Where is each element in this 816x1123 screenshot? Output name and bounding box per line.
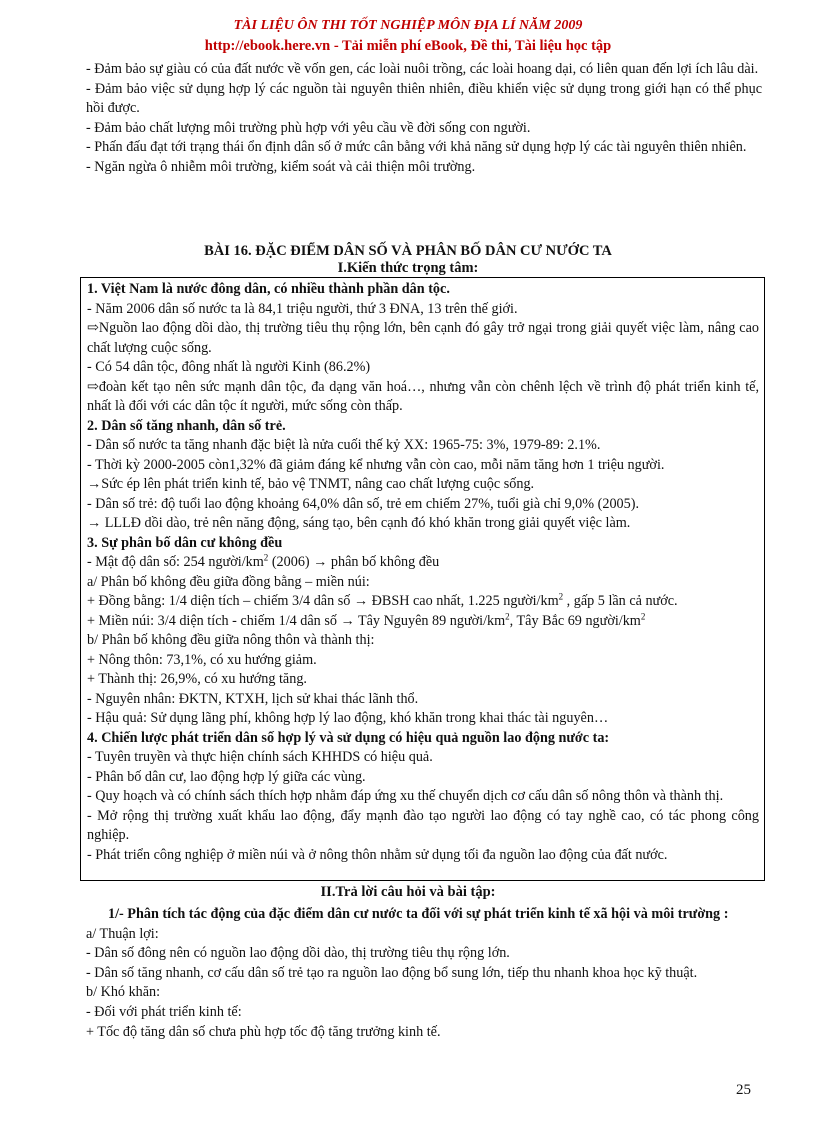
paragraph: - Dân số đông nên có nguồn lao động dồi dào, thị trường tiêu thụ rộng lớn. [86,945,510,962]
intro-list [86,60,762,178]
paragraph: a/ Phân bố không đều giữa đồng bằng – miền núi: [87,573,370,590]
intro-item: - Đảm bảo chất lượng môi trường phù hợp với yêu cầu về đời sống con người. [86,119,531,136]
knowledge-box [80,277,765,881]
paragraph-delta: + Đồng bằng: 1/4 diện tích – chiếm 3/4 dân số → ĐBSH cao nhất, 1.225 người/$km^2$ , gấp 5 lần cả nước. [87,591,678,609]
header-link[interactable]: http://ebook.here.vn [204,38,331,54]
paragraph: b/ Phân bố không đều giữa nông thôn và thành thị: [87,632,375,648]
intro-item: - Phấn đấu đạt tới trạng thái ổn định dân số ở mức cân bằng với khả năng sử dụng hợp lý các tài nguyên thiên nhiên. [86,139,747,156]
paragraph: - Dân số trẻ: độ tuổi lao động khoảng 64,0% dân số, trẻ em chiếm 27%, tuổi già chỉ 9,0% (2005). [87,495,640,512]
paragraph: - Tuyên truyền và thực hiện chính sách KHHDS có hiệu quả. [87,749,433,765]
paragraph: - Quy hoạch và có chính sách thích hợp nhằm đáp ứng xu thế chuyển dịch cơ cấu dân số nông thôn và thành thị. [87,788,724,804]
paragraph: - Phân bố dân cư, lao động hợp lý giữa các vùng. [87,768,366,785]
heading-3: 3. Sự phân bố dân cư không đều [87,534,283,551]
paragraph: - Năm 2006 dân số nước ta là 84,1 triệu người, thứ 3 ĐNA, 13 trên thế giới. [87,300,518,317]
paragraph: - Nguyên nhân: ĐKTN, KTXH, lịch sử khai thác lãnh thổ. [87,690,419,707]
heading-1: 1. Việt Nam là nước đông dân, có nhiều thành phần dân tộc. [87,281,450,297]
intro-item: - Đảm bảo sự giàu có của đất nước về vốn gen, các loài nuôi trồng, các loài hoang dại, có liên quan đến lợi ích lâu dài. [86,61,759,77]
paragraph: - Đối với phát triển kinh tế: [86,1003,242,1020]
section-title-knowledge: I.Kiến thức trọng tâm: [337,260,479,276]
answers [86,905,762,1042]
header-subtitle [0,38,816,55]
question-1: 1/- Phân tích tác động của đặc điểm dân cư nước ta đối với sự phát triển kinh tế xã hội và môi trường : [108,906,729,922]
paragraph: + Tốc độ tăng dân số chưa phù hợp tốc độ tăng trưởng kinh tế. [86,1023,441,1040]
paragraph: - Hậu quả: Sử dụng lãng phí, không hợp lý lao động, khó khăn trong khai thác tài nguyên… [87,710,609,726]
heading-2: 2. Dân số tăng nhanh, dân số trẻ. [87,417,286,434]
paragraph: + Thành thị: 26,9%, có xu hướng tăng. [87,671,307,687]
header-tagline: - Tải miễn phí eBook, Đề thi, Tài liệu học tập [330,38,612,54]
paragraph-density: - Mật độ dân số: 254 người/$km^2$ (2006) → phân bố không đều [87,552,440,570]
intro-item: - Ngăn ngừa ô nhiễm môi trường, kiểm soát và cải thiện môi trường. [86,158,476,175]
paragraph: →Sức ép lên phát triển kinh tế, bảo vệ TNMT, nâng cao chất lượng cuộc sống. [87,476,535,492]
paragraph-mountain: + Miền núi: 3/4 diện tích - chiếm 1/4 dân số → Tây Nguyên 89 người/$km^2$, Tây Bắc 69 người/$km^2$ [87,610,646,629]
paragraph: - Dân số nước ta tăng nhanh đặc biệt là nửa cuối thế kỷ XX: 1965-75: 3%, 1979-89: 2.1%. [87,437,601,453]
section-title-exercises: II.Trả lời câu hỏi và bài tập: [320,884,496,900]
paragraph: + Nông thôn: 73,1%, có xu hướng giảm. [87,651,317,668]
page-number: 25 [736,1082,751,1098]
paragraph: → LLLĐ dồi dào, trẻ nên năng động, sáng tạo, bên cạnh đó khó khăn trong giải quyết việc làm. [87,515,631,531]
paragraph: ⇨đoàn kết tạo nên sức mạnh dân tộc, đa dạng văn hoá…, nhưng vẫn còn chênh lệch về trình độ phát triển kinh tế, nhất là đối với các dân tộc ít người, mức sống còn thấp. [87,378,759,414]
paragraph: ⇨Nguồn lao động dồi dào, thị trường tiêu thụ rộng lớn, bên cạnh đó gây trở ngại trong giải quyết việc làm, nâng cao chất lượng cuộc sống. [87,320,759,356]
lesson-title: BÀI 16. ĐẶC ĐIỂM DÂN SỐ VÀ PHÂN BỐ DÂN CƯ NƯỚC TA [204,243,612,259]
paragraph: - Thời kỳ 2000-2005 còn1,32% đã giảm đáng kể nhưng vẫn còn cao, mỗi năm tăng hơn 1 triệu người. [87,456,665,473]
paragraph: - Có 54 dân tộc, đông nhất là người Kinh (86.2%) [87,359,371,375]
heading-4: 4. Chiến lược phát triển dân số hợp lý và sử dụng có hiệu quả nguồn lao động nước ta: [87,729,610,746]
paragraph: b/ Khó khăn: [86,984,161,1001]
paragraph: a/ Thuận lợi: [86,925,159,942]
header-title: TÀI LIỆU ÔN THI TỐT NGHIỆP MÔN ĐỊA LÍ NĂM 2009 [233,18,583,33]
paragraph: - Mở rộng thị trường xuất khẩu lao động, đẩy mạnh đào tạo người lao động có tay nghề cao, có tác phong công nghiệp. [87,807,759,843]
intro-item: - Đảm bảo việc sử dụng hợp lý các nguồn tài nguyên thiên nhiên, điều khiển việc sử dụng trong giới hạn có thể phục hồi được. [86,80,762,117]
paragraph: - Dân số tăng nhanh, cơ cấu dân số trẻ tạo ra nguồn lao động bổ sung lớn, tiếp thu nhanh khoa học kỹ thuật. [86,964,698,981]
paragraph: - Phát triển công nghiệp ở miền núi và ở nông thôn nhằm sử dụng tối đa nguồn lao động của đất nước. [87,846,668,863]
